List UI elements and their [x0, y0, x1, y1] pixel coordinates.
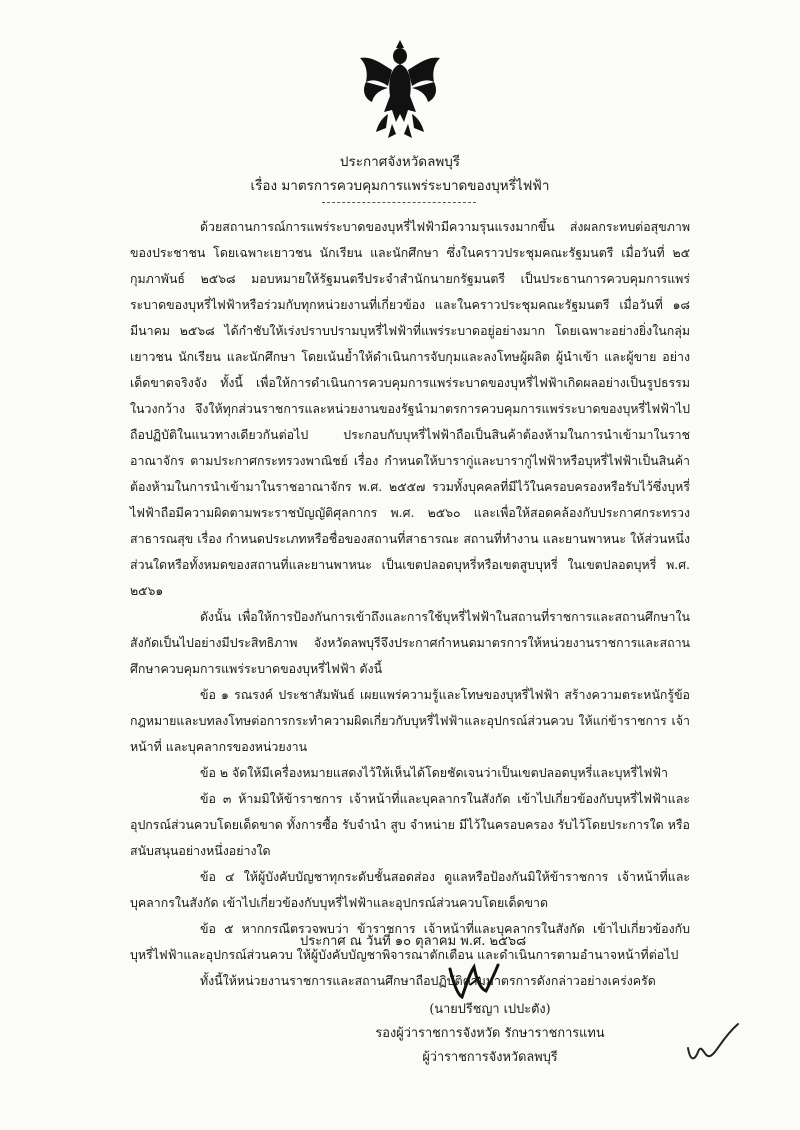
signer-position: รองผู้ว่าราชการจังหวัด รักษาราชการแทน [375, 1026, 605, 1041]
clause-3: ข้อ ๓ ห้ามมิให้ข้าราชการ เจ้าหน้าที่และบุคลากรในสังกัด เข้าไปเกี่ยวข้องกับบุหรี่ไฟฟ้าและอุปกรณ์ส่วนควบโดยเด็ดขาด ทั้งการซื้อ รับจำนำ สูบ จำหน่าย มีไว้ในครอบครอง รับไว้โดยประการใด หรือสนับสนุนอย่างหนึ่งอย่างใด [130, 791, 690, 858]
garuda-emblem-icon [352, 38, 448, 142]
clause-1: ข้อ ๑ รณรงค์ ประชาสัมพันธ์ เผยแพร่ความรู้และโทษของบุหรี่ไฟฟ้า สร้างความตระหนักรู้ข้อกฎหมายและบทลงโทษต่อการกระทำความผิดเกี่ยวกับบุหรี่ไฟฟ้าและอุปกรณ์ส่วนควบ ให้แก่ข้าราชการ เจ้าหน้าที่ และบุคลากรของหน่วยงาน [130, 687, 690, 754]
paragraph-measures-intro: ดังนั้น เพื่อให้การป้องกันการเข้าถึงและการใช้บุหรี่ไฟฟ้าในสถานที่ราชการและสถานศึกษาในสังกัดเป็นไปอย่างมีประสิทธิภาพ จังหวัดลพบุรีจึงประกาศกำหนดมาตรการให้หน่วยงานราชการและสถานศึกษาควบคุมการแพร่ระบาดของบุหรี่ไฟฟ้า ดังนี้ [130, 609, 690, 676]
signer-office: ผู้ว่าราชการจังหวัดลพบุรี [422, 1050, 558, 1065]
announcement-date: ประกาศ ณ วันที่ ๑๐ ตุลาคม พ.ศ. ๒๕๖๘ [300, 934, 527, 949]
paragraph-background: ด้วยสถานการณ์การแพร่ระบาดของบุหรี่ไฟฟ้ามีความรุนแรงมากขึ้น ส่งผลกระทบต่อสุขภาพของประชาชน โดยเฉพาะเยาวชน นักเรียน และนักศึกษา ซึ่งในคราวประชุมคณะรัฐมนตรี เมื่อวันที่ ๒๕ กุมภาพันธ์ ๒๕๖๘ มอบหมายให้รัฐมนตรีประจำสำนักนายกรัฐมนตรี เป็นประธานการควบคุมการแพร่ระบาดของบุหรี่ไฟฟ้าหรือร่วมกับทุกหน่วยงานที่เกี่ยวข้อง และในคราวประชุมคณะรัฐมนตรี เมื่อวันที่ ๑๘ มีนาคม ๒๕๖๘ ได้กำชับให้เร่งปราบปรามบุหรี่ไฟฟ้าที่แพร่ระบาดอยู่อย่างมาก โดยเฉพาะอย่างยิ่งในกลุ่มเยาวชน นักเรียน และนักศึกษา โดยเน้นย้ำให้ดำเนินการจับกุมและลงโทษผู้ผลิต ผู้นำเข้า และผู้ขาย อย่างเด็ดขาดจริงจัง ทั้งนี้ เพื่อให้การดำเนินการควบคุมการแพร่ระบาดของบุหรี่ไฟฟ้าเกิดผลอย่างเป็นรูปธรรม ในวงกว้าง จึงให้ทุกส่วนราชการและหน่วยงานของรัฐนำมาตรการควบคุมการแพร่ระบาดของบุหรี่ไฟฟ้าไปถือปฏิบัติในแนวทางเดียวกันต่อไป ประกอบกับบุหรี่ไฟฟ้าถือเป็นสินค้าต้องห้ามในการนำเข้ามาในราชอาณาจักร ตามประกาศกระทรวงพาณิชย์ เรื่อง กำหนดให้บารากู่และบารากู่ไฟฟ้าหรือบุหรี่ไฟฟ้าเป็นสินค้าต้องห้ามในการนำเข้ามาในราชอาณาจักร พ.ศ. ๒๕๕๗ รวมทั้งบุคคลที่มีไว้ในครอบครองหรือรับไว้ซึ่งบุหรี่ไฟฟ้าถือมีความผิดตามพระราชบัญญัติศุลกากร พ.ศ. ๒๕๖๐ และเพื่อให้สอดคล้องกับประกาศกระทรวงสาธารณสุข เรื่อง กำหนดประเภทหรือชื่อของสถานที่สาธารณะ สถานที่ทำงาน และยานพาหนะ ให้ส่วนหนึ่งส่วนใดหรือทั้งหมดของสถานที่และยานพาหนะ เป็นเขตปลอดบุหรี่หรือเขตสูบบุหรี่ ในเขตปลอดบุหรี่ พ.ศ. ๒๕๖๑ [130, 219, 690, 598]
announcement-subject: เรื่อง มาตรการควบคุมการแพร่ระบาดของบุหรี่ไฟฟ้า [250, 178, 550, 194]
clause-5: ข้อ ๕ หากกรณีตรวจพบว่า ข้าราชการ เจ้าหน้าที่และบุคลากรในสังกัด เข้าไปเกี่ยวข้องกับบุหรี่ไฟฟ้าและอุปกรณ์ส่วนควบ ให้ผู้บังคับบัญชาพิจารณาตักเตือน และดำเนินการตามอำนาจหน้าที่ต่อไป [130, 921, 690, 962]
clause-4: ข้อ ๔ ให้ผู้บังคับบัญชาทุกระดับชั้นสอดส่อง ดูแลหรือป้องกันมิให้ข้าราชการ เจ้าหน้าที่และบุคลากรในสังกัด เข้าไปเกี่ยวข้องกับบุหรี่ไฟฟ้าและอุปกรณ์ส่วนควบโดยเด็ดขาด [130, 869, 690, 910]
announcement-body [130, 214, 690, 994]
clause-2: ข้อ ๒ จัดให้มีเครื่องหมายแสดงไว้ให้เห็นได้โดยชัดเจนว่าเป็นเขตปลอดบุหรี่และบุหรี่ไฟฟ้า [200, 765, 668, 780]
margin-initial-signature-icon [682, 1018, 742, 1068]
signer-name: (นายปรีชญา เปปะตัง) [429, 1002, 551, 1017]
announcement-title: ประกาศจังหวัดลพบุรี [339, 154, 461, 170]
closing-statement: ทั้งนี้ให้หน่วยงานราชการและสถานศึกษาถือปฏิบัติตามมาตรการดังกล่าวอย่างเคร่งครัด [200, 973, 656, 988]
title-divider [322, 202, 476, 203]
